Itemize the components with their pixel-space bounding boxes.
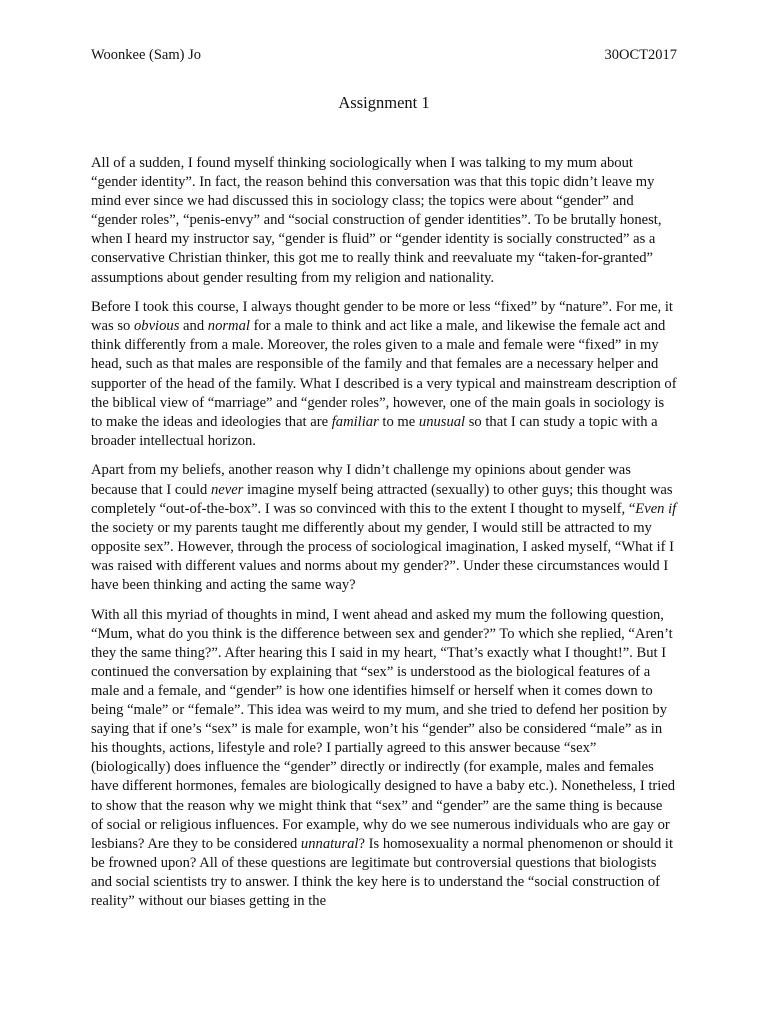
document-date: 30OCT2017 xyxy=(604,47,677,63)
italic-text: obvious xyxy=(133,318,180,335)
paragraph-text: to me xyxy=(378,413,419,430)
body-paragraph xyxy=(91,298,678,451)
body-paragraph xyxy=(91,154,678,288)
document-body xyxy=(91,154,678,922)
paragraph-text: for a male to think and act like a male, and likewise the female act and think differently from a male. Moreover, the roles given to a male and female were “fixed” in my head, such as that males are responsible of the family and that females are a necessary helper and supporter of the head of the family. What I described is a very typical and mainstream description of the biblical view of “marriage” and “gender roles”, however, one of the main goals in sociology is to make the ideas and ideologies that are xyxy=(91,318,677,430)
italic-text: never xyxy=(210,481,244,498)
paragraph-text: so that I can study a topic with a broader intellectual horizon. xyxy=(91,413,658,449)
italic-text: unusual xyxy=(418,413,466,430)
paragraph-text: With all this myriad of thoughts in mind, I went ahead and asked my mum the following question, “Mum, what do you think is the difference between sex and gender?” To which she replied, “Aren’t they the same thing?”. After hearing this I said in my heart, “That’s exactly what I thought!”. But I continued the conversation by explaining that “sex” is understood as the biological features of a male and a female, and “gender” is how one identifies himself or herself when it comes down to being “male” or “female”. This idea was weird to my mum, and she tried to defend her position by saying that if one’s “sex” is male for example, won’t his “gender” also be considered “male” as in his thoughts, actions, lifestyle and role? I partially agreed to this answer because “sex” (biologically) does influence the “gender” directly or indirectly (for example, males and females have different hormones, females are biologically designed to have a baby etc.). Nonetheless, I tried to show that the reason why we might think that “sex” and “gender” are the same thing is because of social or religious influences. For example, why do we see numerous individuals who are gay or lesbians? Are they to be considered xyxy=(91,606,676,852)
paragraph-text: All of a sudden, I found myself thinking sociologically when I was talking to my mum about “gender identity”. In fact, the reason behind this conversation was that this topic didn’t leave my mind ever since we had discussed this in sociology class; the topics were about “gender” and “gender roles”, “penis-envy” and “social construction of gender identities”. To be brutally honest, when I heard my instructor say, “gender is fluid” or “gender identity is socially constructed” as a conservative Christian thinker, this got me to really think and reevaluate my “taken-for-granted” assumptions about gender resulting from my religion and nationality. xyxy=(91,155,662,286)
paragraph-text: Apart from my beliefs, another reason why I didn’t challenge my opinions about gender was because that I could xyxy=(91,462,631,498)
page-header xyxy=(91,46,677,64)
paragraph-text: ? Is homosexuality a normal phenomenon or should it be frowned upon? All of these questions are legitimate but controversial questions that biologists and social scientists try to answer. I think the key here is to understand the “social construction of reality” without our biases getting in the xyxy=(91,835,674,909)
document-title: Assignment 1 xyxy=(338,93,430,112)
italic-text: familiar xyxy=(331,413,379,430)
italic-text: Even if xyxy=(635,500,677,517)
paragraph-text: imagine myself being attracted (sexually) to other guys; this thought was completely “out-of-the-box”. I was so convinced with this to the extent I thought to myself, “ xyxy=(91,481,673,517)
paragraph-text: Before I took this course, I always thought gender to be more or less “fixed” by “nature”. For me, it was so xyxy=(91,299,673,335)
paragraph-text: and xyxy=(179,318,208,335)
body-paragraph xyxy=(91,461,678,595)
italic-text: unnatural xyxy=(300,835,359,852)
paragraph-text: the society or my parents taught me differently about my gender, I would still be attracted to my opposite sex”. However, through the process of sociological imagination, I asked myself, “What if I was raised with different values and norms about my gender?”. Under these circumstances would I have been thinking and acting the same way? xyxy=(91,519,675,593)
author-name: Woonkee (Sam) Jo xyxy=(91,47,201,63)
italic-text: normal xyxy=(207,318,250,335)
body-paragraph xyxy=(91,606,678,912)
